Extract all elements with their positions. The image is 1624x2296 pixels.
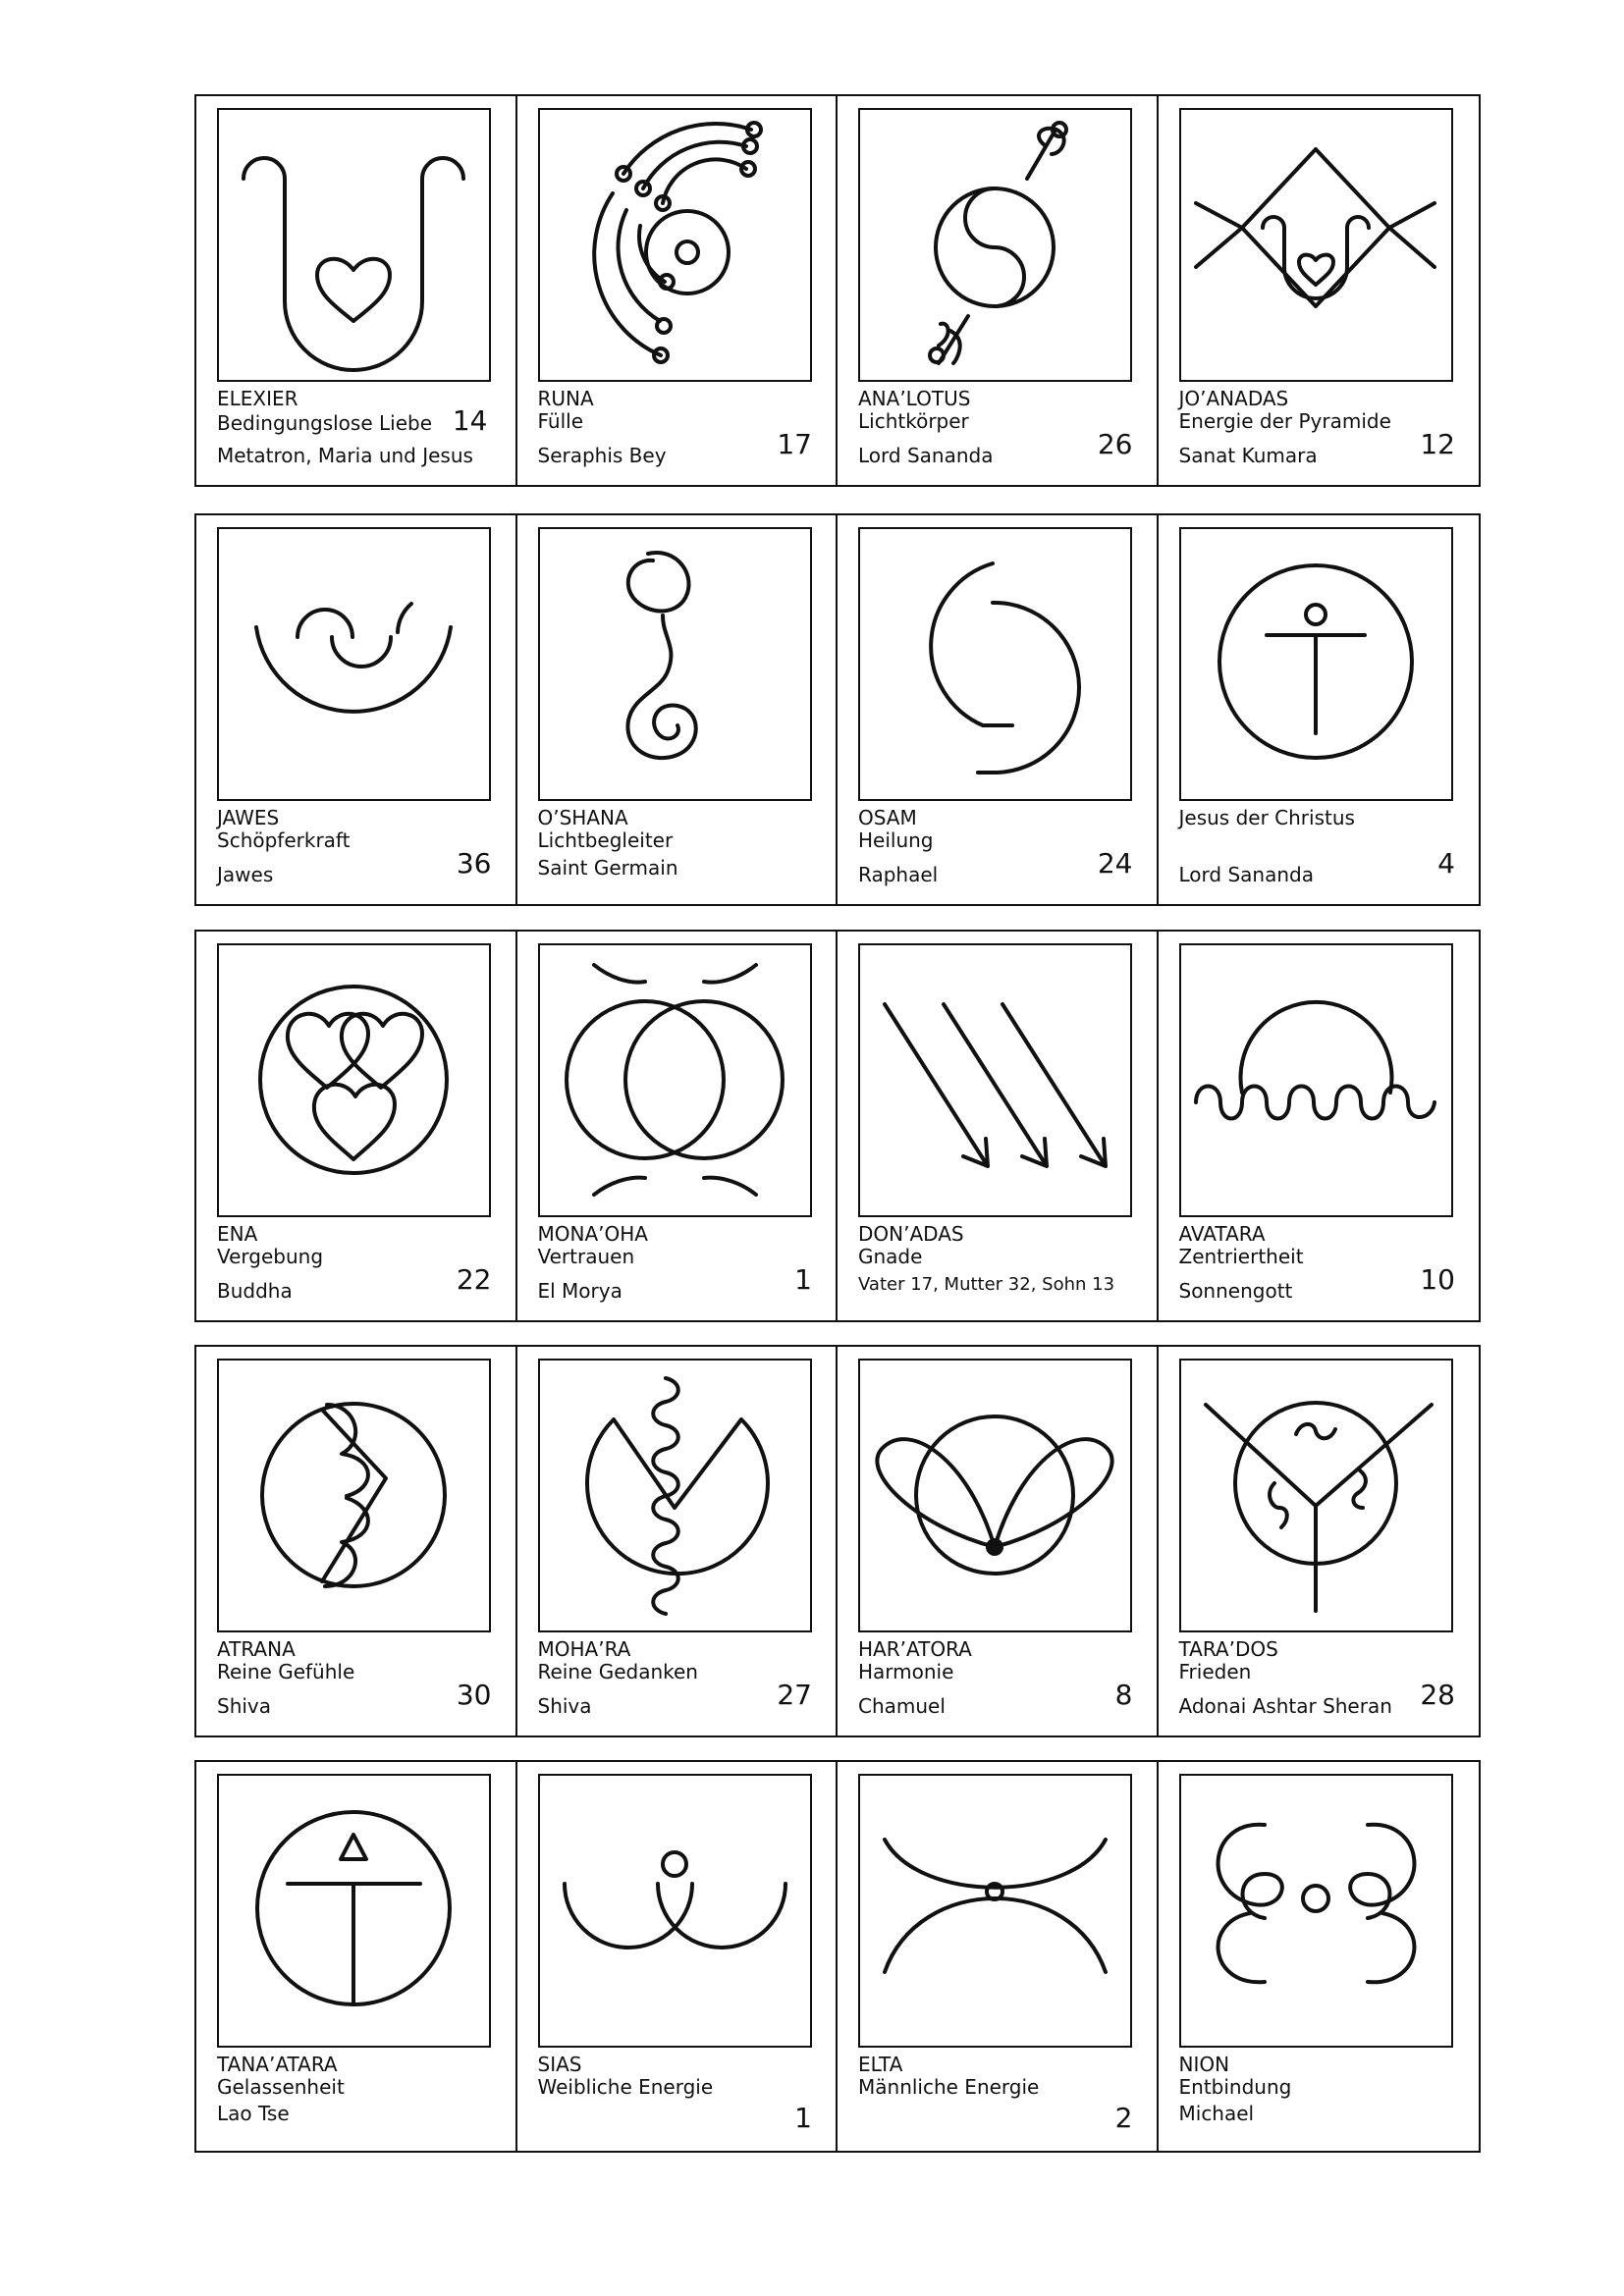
card-master: Metatron, Maria und Jesus [217, 444, 473, 467]
card-number: 17 [777, 428, 812, 460]
card-jawes [196, 515, 517, 904]
three-hearts-symbol [219, 945, 489, 1215]
card-name: JO’ANADAS [1178, 387, 1289, 410]
card-number: 28 [1420, 1679, 1455, 1711]
symbol-frame [858, 943, 1132, 1217]
card-row-4 [194, 1345, 1481, 1737]
card-number: 36 [456, 847, 492, 880]
card-name: MOHA’RA [537, 1637, 631, 1661]
s-curve-symbol [860, 529, 1130, 799]
card-mohara [517, 1347, 839, 1735]
card-quality: Gelassenheit [217, 2075, 345, 2099]
card-number: 30 [456, 1679, 492, 1711]
card-quality: Frieden [1178, 1660, 1252, 1683]
card-number: 14 [452, 404, 488, 437]
symbol-frame [538, 943, 812, 1217]
card-quality: Zentriertheit [1178, 1245, 1304, 1268]
circle-waves-symbol [1181, 945, 1451, 1215]
card-number: 4 [1437, 847, 1455, 880]
card-master: Michael [1178, 2102, 1255, 2125]
card-name: ELEXIER [217, 387, 298, 410]
card-donadas [838, 932, 1159, 1320]
card-name: SIAS [537, 2053, 582, 2076]
nested-arcs-symbol [219, 529, 489, 799]
circle-zigzag-symbol [219, 1361, 489, 1630]
card-quality: Energie der Pyramide [1178, 409, 1391, 433]
two-bowls-symbol [540, 1776, 810, 2046]
card-quality: Weibliche Energie [537, 2075, 714, 2099]
card-master: Buddha [217, 1279, 293, 1303]
three-arrows-symbol [860, 945, 1130, 1215]
card-number: 27 [777, 1679, 812, 1711]
card-master: El Morya [537, 1279, 623, 1303]
card-quality: Harmonie [858, 1660, 954, 1683]
symbol-frame [217, 1774, 491, 2048]
card-quality: Schöpferkraft [217, 828, 351, 852]
card-master: Vater 17, Mutter 32, Sohn 13 [858, 1274, 1115, 1295]
symbol-frame [217, 527, 491, 801]
card-number: 2 [1114, 2102, 1133, 2134]
card-quality: Bedingungslose Liebe [217, 411, 432, 435]
card-number: 1 [794, 2102, 812, 2134]
card-master: Lao Tse [217, 2102, 290, 2125]
card-name: O’SHANA [537, 806, 628, 829]
card-quality: Heilung [858, 828, 934, 852]
card-master: Adonai Ashtar Sheran [1178, 1694, 1392, 1718]
diamond-heart-symbol [1181, 110, 1451, 380]
card-row-1 [194, 94, 1481, 487]
symbol-frame [217, 943, 491, 1217]
concentric-arcs-symbol [540, 110, 810, 380]
circle-triad-symbol [1181, 1361, 1451, 1630]
pacman-wave-symbol [540, 1361, 810, 1630]
symbol-frame [538, 527, 812, 801]
symbol-frame [858, 527, 1132, 801]
symbol-frame [538, 108, 812, 382]
card-jesus [1159, 515, 1480, 904]
card-quality: Lichtbegleiter [537, 828, 674, 852]
symbol-frame [1179, 108, 1453, 382]
circle-tau-symbol [1181, 529, 1451, 799]
card-master: Sonnengott [1178, 1279, 1293, 1303]
card-master: Saint Germain [537, 856, 678, 880]
card-name: JAWES [217, 806, 280, 829]
card-name: Jesus der Christus [1178, 806, 1355, 829]
card-quality: Fülle [537, 409, 584, 433]
card-master: Raphael [858, 863, 939, 886]
card-number: 22 [456, 1263, 492, 1296]
card-monaoha [517, 932, 839, 1320]
card-avatara [1159, 932, 1480, 1320]
card-row-5 [194, 1760, 1481, 2153]
card-elexier [196, 96, 517, 485]
loops-dot-symbol [1181, 1776, 1451, 2046]
card-master: Seraphis Bey [537, 444, 667, 467]
card-master: Lord Sananda [1178, 863, 1314, 886]
symbol-frame [858, 1774, 1132, 2048]
card-number: 26 [1097, 428, 1133, 460]
card-number: 1 [794, 1263, 812, 1296]
card-name: TARA’DOS [1178, 1637, 1278, 1661]
card-taradoss [1159, 1347, 1480, 1735]
card-runa [517, 96, 839, 485]
card-quality: Vergebung [217, 1245, 324, 1268]
eye-arcs-symbol [860, 1776, 1130, 2046]
circle-petals-symbol [860, 1361, 1130, 1630]
card-number: 8 [1114, 1679, 1133, 1711]
card-master: Lord Sananda [858, 444, 994, 467]
card-name: DON’ADAS [858, 1222, 964, 1246]
card-name: ATRANA [217, 1637, 296, 1661]
symbol-frame [1179, 1359, 1453, 1632]
card-quality: Reine Gefühle [217, 1660, 355, 1683]
card-master: Chamuel [858, 1694, 946, 1718]
card-nion [1159, 1762, 1480, 2151]
card-quality: Entbindung [1178, 2075, 1292, 2099]
card-number: 24 [1097, 847, 1133, 880]
card-sias [517, 1762, 839, 2151]
symbol-frame [217, 1359, 491, 1632]
symbol-frame [217, 108, 491, 382]
symbol-frame [1179, 1774, 1453, 2048]
card-master: Jawes [217, 863, 274, 886]
card-name: HAR’ATORA [858, 1637, 972, 1661]
card-quality: Gnade [858, 1245, 923, 1268]
card-joanadas [1159, 96, 1480, 485]
card-name: AVATARA [1178, 1222, 1266, 1246]
card-name: NION [1178, 2053, 1230, 2076]
card-ena [196, 932, 517, 1320]
card-quality: Reine Gedanken [537, 1660, 698, 1683]
card-name: MONA’OHA [537, 1222, 648, 1246]
card-master: Shiva [537, 1694, 592, 1718]
card-analotus [838, 96, 1159, 485]
card-osam [838, 515, 1159, 904]
card-name: ELTA [858, 2053, 903, 2076]
card-name: OSAM [858, 806, 917, 829]
symbol-frame [858, 1359, 1132, 1632]
card-haratora [838, 1347, 1159, 1735]
double-spiral-symbol [540, 529, 810, 799]
yin-yang-staff-symbol [860, 110, 1130, 380]
card-quality: Lichtkörper [858, 409, 969, 433]
symbol-frame [538, 1359, 812, 1632]
symbol-frame [538, 1774, 812, 2048]
card-atrana [196, 1347, 517, 1735]
card-row-3 [194, 930, 1481, 1322]
card-name: RUNA [537, 387, 594, 410]
card-quality: Vertrauen [537, 1245, 635, 1268]
heart-cup-symbol [219, 110, 489, 380]
card-oshana [517, 515, 839, 904]
card-master: Sanat Kumara [1178, 444, 1318, 467]
card-elta [838, 1762, 1159, 2151]
card-number: 10 [1420, 1263, 1455, 1296]
card-name: ANA’LOTUS [858, 387, 971, 410]
vesica-symbol [540, 945, 810, 1215]
card-row-2 [194, 513, 1481, 906]
card-name: ENA [217, 1222, 258, 1246]
card-master: Shiva [217, 1694, 272, 1718]
card-tanaatara [196, 1762, 517, 2151]
card-quality: Männliche Energie [858, 2075, 1040, 2099]
symbol-frame [1179, 527, 1453, 801]
circle-triangle-tau-symbol [219, 1776, 489, 2046]
card-name: TANA’ATARA [217, 2053, 338, 2076]
card-number: 12 [1420, 428, 1455, 460]
symbol-frame [1179, 943, 1453, 1217]
symbol-frame [858, 108, 1132, 382]
